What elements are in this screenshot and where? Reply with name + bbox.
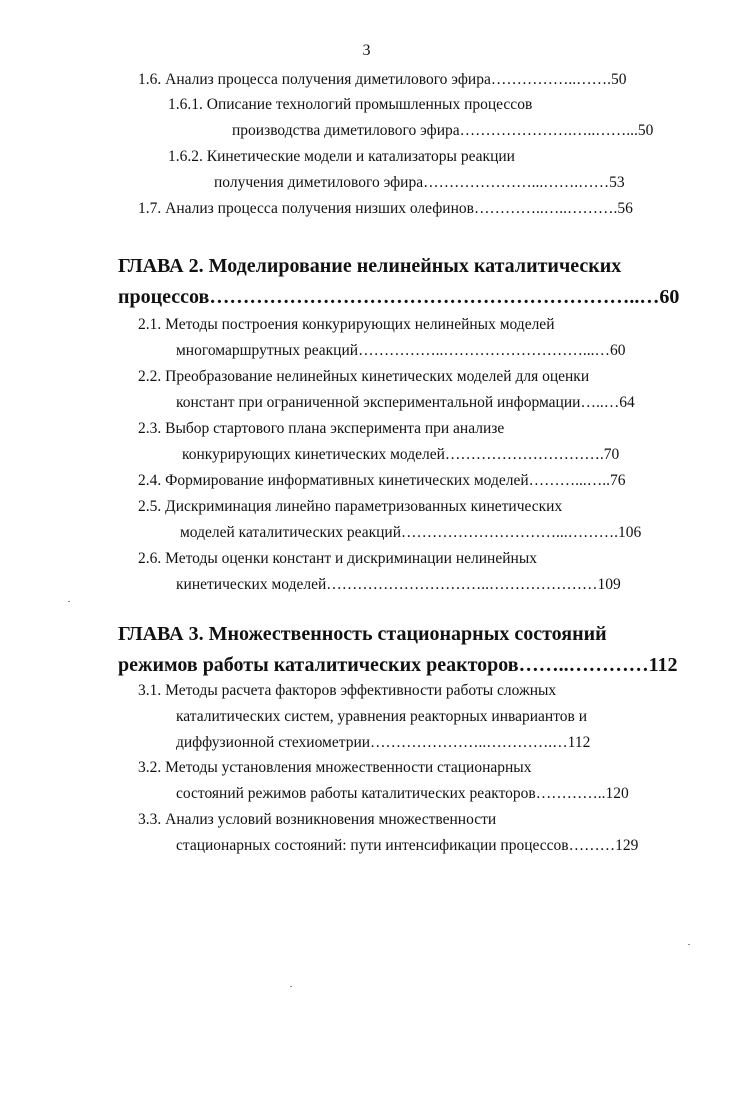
toc-entry-1-6-1-line2 bbox=[232, 119, 653, 143]
toc-leader-dots: …………………………..………………… bbox=[326, 576, 598, 593]
toc-leader-dots: ……… bbox=[568, 837, 616, 854]
toc-leader-dots: ………...….. bbox=[528, 472, 611, 489]
toc-entry-text: многомаршрутных реакций bbox=[176, 342, 359, 359]
toc-entry-3-1-line3 bbox=[176, 731, 590, 755]
toc-page-number: 129 bbox=[615, 837, 639, 854]
toc-entry-2-1-line2 bbox=[176, 339, 625, 363]
toc-entry-text: конкурирующих кинетических моделей bbox=[182, 446, 445, 463]
toc-entry-2-1-line1: 2.1. Методы построения конкурирующих нелинейных моделей bbox=[138, 316, 555, 333]
toc-entry-1-6-2-line1: 1.6.2. Кинетические модели и катализаторы реакции bbox=[168, 148, 515, 165]
toc-leader-dots: …………………………. bbox=[444, 446, 604, 463]
toc-page-number: 112 bbox=[648, 654, 678, 676]
toc-entry-text: получения диметилового эфира bbox=[214, 174, 424, 191]
chapter-3-title-line2 bbox=[118, 649, 678, 681]
toc-leader-dots: ………….. bbox=[535, 785, 606, 802]
toc-entry-text: диффузионной стехиометрии bbox=[176, 734, 371, 751]
toc-page-number: 76 bbox=[610, 472, 626, 489]
toc-page-number: 70 bbox=[603, 446, 620, 463]
toc-entry-2-6-line2 bbox=[176, 573, 621, 597]
toc-entry-3-1-line2: каталитических систем, уравнения реакторных инвариантов и bbox=[176, 708, 588, 725]
toc-entry-3-3-line2 bbox=[176, 834, 638, 858]
chapter-2-title-line2 bbox=[118, 281, 679, 313]
toc-page-number: 112 bbox=[567, 734, 591, 751]
toc-page-number: 109 bbox=[597, 576, 621, 593]
toc-leader-dots: ……..………… bbox=[518, 654, 649, 676]
toc-entry-text: стационарных состояний: пути интенсификации процессов bbox=[176, 837, 569, 854]
toc-entry-text: производства диметилового эфира bbox=[232, 122, 460, 139]
toc-entry-3-2-line2 bbox=[176, 782, 629, 806]
toc-entry-text: моделей каталитических реакций bbox=[180, 524, 402, 541]
toc-entry-text: кинетических моделей bbox=[176, 576, 327, 593]
toc-entry-2-5-line2 bbox=[180, 521, 641, 545]
toc-entry-1-6 bbox=[138, 68, 626, 92]
toc-entry-3-2-line1: 3.2. Методы установления множественности стационарных bbox=[138, 759, 532, 776]
toc-leader-dots: …………………………...………. bbox=[401, 524, 619, 541]
scan-speck bbox=[290, 986, 292, 987]
chapter-3-title-line1: ГЛАВА 3. Множественность стационарных состояний bbox=[118, 623, 607, 645]
toc-page-number: 53 bbox=[609, 174, 625, 191]
chapter-2-title-line1: ГЛАВА 2. Моделирование нелинейных каталитических bbox=[118, 255, 622, 277]
toc-page-number: 56 bbox=[617, 200, 633, 217]
toc-entry-text: констант при ограниченной экспериментальной информации bbox=[176, 394, 581, 411]
toc-leader-dots: …………………..………….… bbox=[370, 734, 568, 751]
toc-entry-text: 2.4. Формирование информативных кинетических моделей bbox=[138, 472, 529, 489]
toc-entry-2-2-line2 bbox=[176, 391, 635, 415]
toc-entry-1-6-2-line2 bbox=[214, 171, 625, 195]
toc-entry-text: режимов работы каталитических реакторов bbox=[118, 654, 519, 676]
toc-entry-2-5-line1: 2.5. Дискриминация линейно параметризованных кинетических bbox=[138, 498, 563, 515]
toc-page-number: 106 bbox=[618, 524, 642, 541]
toc-entry-text: 1.7. Анализ процесса получения низших олефинов bbox=[138, 200, 474, 217]
toc-leader-dots: …………..…..………. bbox=[473, 200, 618, 217]
toc-leader-dots: ……………..………………………...… bbox=[358, 342, 610, 359]
toc-leader-dots: ………………………………………………………..… bbox=[209, 286, 660, 308]
page-number: 3 bbox=[362, 42, 371, 59]
toc-entry-text: 1.6. Анализ процесса получения диметилового эфира bbox=[138, 71, 491, 88]
toc-entry-1-6-1-line1: 1.6.1. Описание технологий промышленных процессов bbox=[168, 96, 533, 113]
scan-speck bbox=[68, 601, 70, 602]
toc-entry-2-2-line1: 2.2. Преобразование нелинейных кинетических моделей для оценки bbox=[138, 368, 590, 385]
toc-page-number: 50 bbox=[637, 122, 654, 139]
scan-speck bbox=[688, 944, 690, 945]
toc-entry-2-4 bbox=[138, 469, 626, 493]
toc-leader-dots: …..… bbox=[580, 394, 620, 411]
toc-leader-dots: …………………...…….…… bbox=[423, 174, 610, 191]
toc-page-number: 60 bbox=[659, 286, 680, 308]
toc-page-number: 60 bbox=[609, 342, 626, 359]
toc-page-number: 120 bbox=[605, 785, 629, 802]
toc-leader-dots: ……………..……. bbox=[490, 71, 611, 88]
toc-entry-2-3-line2 bbox=[182, 443, 619, 467]
toc-entry-3-1-line1: 3.1. Методы расчета факторов эффективности работы сложных bbox=[138, 682, 557, 699]
toc-leader-dots: ………………….…..……... bbox=[459, 122, 638, 139]
toc-entry-3-3-line1: 3.3. Анализ условий возникновения множественности bbox=[138, 811, 497, 828]
toc-entry-2-6-line1: 2.6. Методы оценки констант и дискриминации нелинейных bbox=[138, 550, 537, 567]
toc-entry-text: состояний режимов работы каталитических реакторов bbox=[176, 785, 536, 802]
toc-entry-1-7 bbox=[138, 197, 633, 221]
toc-page-number: 64 bbox=[619, 394, 635, 411]
toc-page-number: 50 bbox=[610, 71, 627, 88]
toc-entry-2-3-line1: 2.3. Выбор стартового плана эксперимента при анализе bbox=[138, 420, 505, 437]
toc-entry-text: процессов bbox=[118, 286, 210, 308]
